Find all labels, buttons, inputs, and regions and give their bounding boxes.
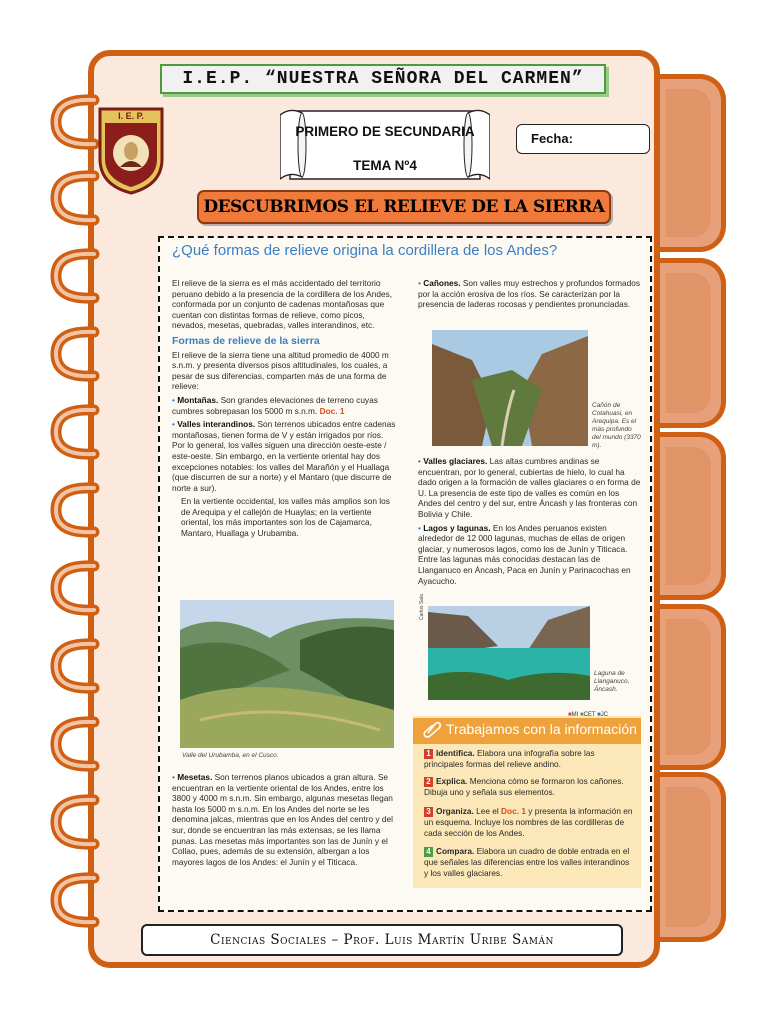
teacher-footer: Ciencias Sociales – Prof. Luis Martín Uribe Samán bbox=[141, 924, 623, 956]
item-valles-glaciares: • Valles glaciares. Las altas cumbres andinas se encuentran, por lo general, cubiertas de hielo, lo cual ha dado origen a la formación de valles glaciares o en forma de U. La presencia de este tipo de valles es común en los Andes del centro y del sur, entre Áncash y las fronteras con Bolivia y Chile. bbox=[418, 456, 641, 519]
item-mesetas: • Mesetas. Son terrenos planos ubicados a gran altura. Se encuentran en la vertiente oriental de los Andes, entre los 3800 y 4000 m s.n.m. Sin embargo, algunas mesetas llegan hasta los 5000 m s.n.m. En los Andes del norte se les denomina jalcas, mientras que en los Andes del centro y del sur, donde se encuentran las más extensas, se les llama punas. Las mesetas más importantes son las de Junín y el Collao, pues, además de su extensión, albergan a los mayores lagos de los Andes: el Junín y el Titicaca. bbox=[172, 772, 393, 867]
item-valles-interandinos: • Valles interandinos. Son terrenos ubicados entre cadenas montañosas, tienen forma de V y están irrigados por ríos. Por lo general, los valles siguen una dirección oeste-este / este-oeste. Sin embargo, en la vertiente oriental hay dos excepciones notables: los valles del Marañón y el Huallaga (que discurren de sur a norte) y el Mantaro (que discurre de norte a sur). bbox=[172, 419, 396, 493]
binder-tab-2 bbox=[658, 258, 726, 428]
paperclip-icon bbox=[422, 719, 442, 739]
binder-ring-icon bbox=[50, 714, 108, 774]
item-montanas: • Montañas. Son grandes elevaciones de terreno cuyas cumbres sobrepasan los 5000 m s.n.m. Doc. 1 bbox=[172, 394, 378, 416]
llanganuco-lagoon-photo bbox=[428, 606, 590, 700]
binder-tab-4 bbox=[658, 604, 726, 770]
urubamba-caption: Valle del Urubamba, en el Cusco. bbox=[182, 752, 279, 759]
binder-ring-icon bbox=[50, 324, 108, 384]
activity-item-2: 2 Explica. Menciona cómo se formaron los cañones. Dibuja uno y señala sus elementos. bbox=[424, 776, 624, 797]
binder-ring-icon bbox=[50, 558, 108, 618]
binder-ring-icon bbox=[50, 480, 108, 540]
doc-1-reference: Doc. 1 bbox=[319, 405, 345, 416]
lagoon-caption: Laguna de Llanganuco, Áncash. bbox=[594, 670, 630, 693]
section-question-title: ¿Qué formas de relieve origina la cordillera de los Andes? bbox=[172, 242, 558, 259]
activity-item-3: 3 Organiza. Lee el Doc. 1 y presenta la información en un esquema. Incluye los nombres de las cordilleras de cada sección de los Andes. bbox=[424, 806, 633, 838]
binder-tab-1 bbox=[658, 74, 726, 252]
item-lagos: • Lagos y lagunas. En los Andes peruanos existen alrededor de 12 000 lagunas, muchas de ellas de origen glaciar, y numerosos lagos, como los de Junín y Titicaca. Entre las lagunas más conocidas destacan las de Llanganuco en Áncash, Paca en Junín y Parinacochas en Ayacucho. bbox=[418, 522, 631, 586]
binder-tab-3 bbox=[658, 432, 726, 600]
date-field[interactable] bbox=[516, 124, 650, 154]
urubamba-valley-photo bbox=[180, 600, 394, 748]
lesson-title-banner: DESCUBRIMOS EL RELIEVE DE LA SIERRA bbox=[197, 190, 611, 224]
canyon-caption: Cañón de Cotahuasi, en Arequipa. Es el más profundo del mundo (3370 m). bbox=[592, 402, 641, 449]
competency-tags: ■MI ■CET ■JC bbox=[568, 712, 609, 718]
school-title: I.E.P. “NUESTRA SEÑORA DEL CARMEN” bbox=[160, 64, 606, 94]
binder-tab-5 bbox=[658, 772, 726, 942]
grade-label: PRIMERO DE SECUNDARIA bbox=[295, 124, 475, 139]
right-column bbox=[418, 278, 642, 313]
subheading-relief-forms: Formas de relieve de la sierra bbox=[172, 334, 320, 347]
binder-ring-icon bbox=[50, 870, 108, 930]
topic-number: TEMA Nº4 bbox=[353, 158, 417, 173]
mesetas-section bbox=[172, 772, 398, 870]
photo-credit: Carlos Sala bbox=[419, 594, 425, 620]
date-label: Fecha: bbox=[531, 131, 573, 146]
binder-ring-icon bbox=[50, 246, 108, 306]
binder-ring-icon bbox=[50, 402, 108, 462]
activity-item-4: 4 Compara. Elabora un cuadro de doble entrada en el que señales las diferencias entre los valles interandinos y los valles glaciares. bbox=[424, 846, 630, 878]
item-canones: • Cañones. Son valles muy estrechos y profundos formados por la acción erosiva de los ríos. Se caracterizan por la presencia de laderas rocosas y pendientes pronunciadas. bbox=[418, 278, 640, 310]
valles-paragraph-2: En la vertiente occidental, los valles más amplios son los de Arequipa y el callejón de Huaylas; en la vertiente oriental, los más importantes son los de Cajamarca, Mantaro, Huallaga y Urubamba. bbox=[181, 496, 390, 539]
activities-title: Trabajamos con la información bbox=[446, 721, 637, 737]
binder-ring-icon bbox=[50, 636, 108, 696]
cotahuasi-canyon-photo bbox=[432, 330, 588, 446]
binder-ring-icon bbox=[50, 792, 108, 852]
right-column-lower bbox=[418, 456, 642, 589]
crest-text: I. E. P. bbox=[118, 111, 144, 121]
left-column bbox=[172, 278, 398, 542]
intro-paragraph: El relieve de la sierra es el más accidentado del territorio peruano debido a la presencia de la cordillera de los Andes, conformada por un conjunto de cadenas montañosas que cuentan con distintas formas de relieve, como picos, nevados, mesetas, quebradas, valles interandinos, etc. bbox=[172, 278, 393, 331]
scroll-banner-icon bbox=[280, 105, 490, 185]
school-crest-icon bbox=[96, 105, 166, 195]
relief-paragraph: El relieve de la sierra tiene una altitud promedio de 4000 m s.n.m. y presenta diversos pisos altitudinales, los cuales, a pesar de sus diferencias, comparten más de una forma de relieve: bbox=[172, 349, 389, 392]
activity-item-1: 1 Identifica. Elabora una infografía sobre las principales formas del relieve andino. bbox=[424, 748, 595, 769]
